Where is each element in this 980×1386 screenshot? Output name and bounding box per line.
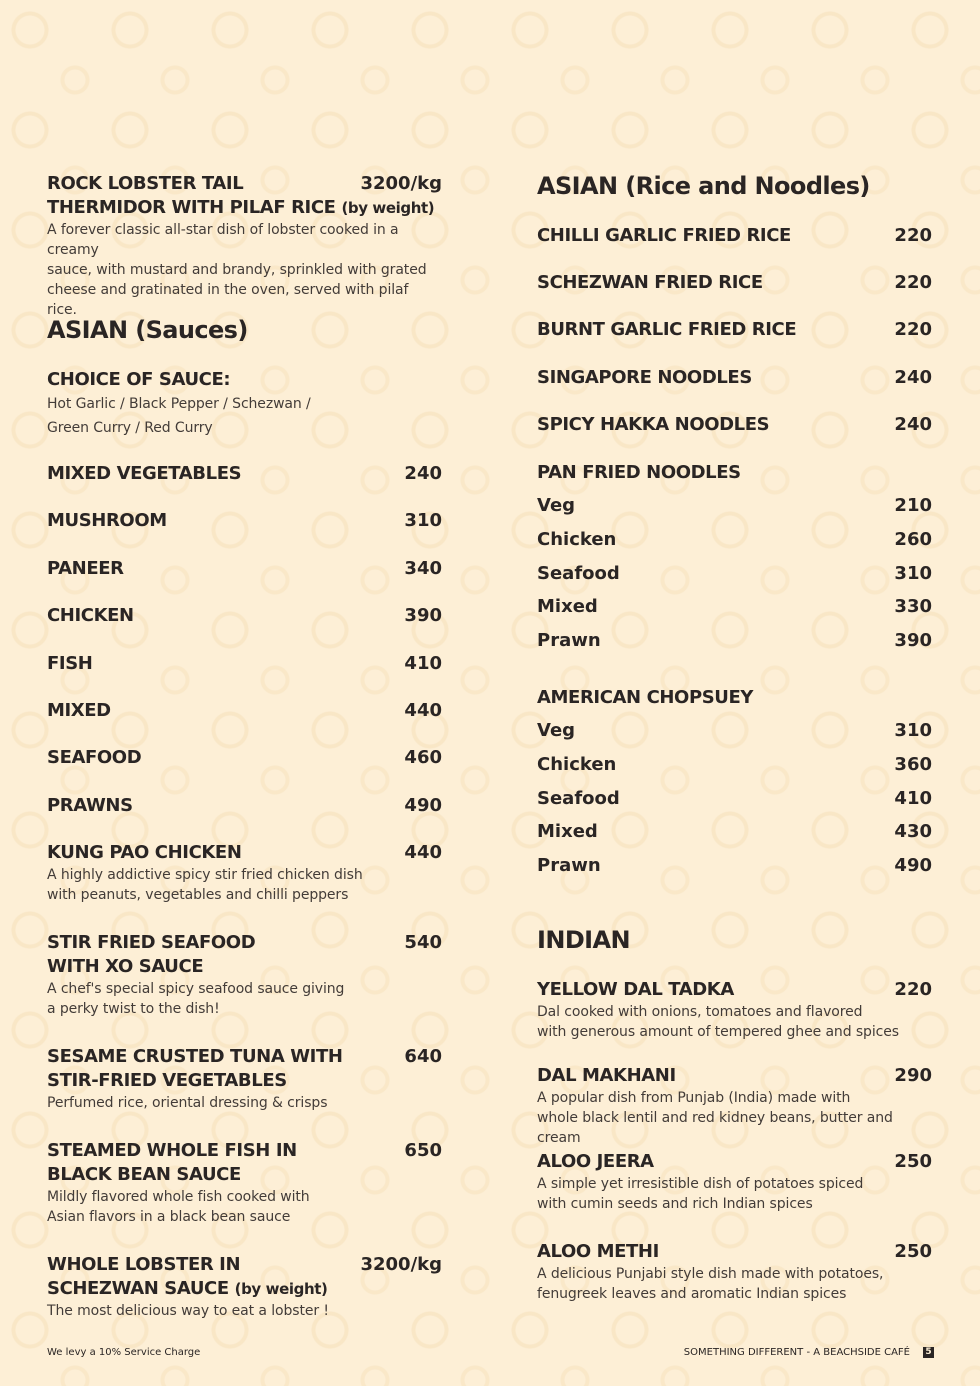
item-price: 640 xyxy=(404,1046,442,1067)
item-price: 220 xyxy=(894,272,932,293)
option-name: Mixed xyxy=(537,821,598,842)
item-description: with peanuts, vegetables and chilli peppers xyxy=(47,887,349,903)
item-name: MUSHROOM xyxy=(47,510,167,531)
item-price: 460 xyxy=(404,747,442,768)
section-title-asian-rice-noodles: ASIAN (Rice and Noodles) xyxy=(537,172,870,200)
option-name: Prawn xyxy=(537,630,601,651)
menu-item xyxy=(47,652,442,676)
menu-option xyxy=(537,854,932,878)
item-name-line2: SCHEZWAN SAUCE (by weight) xyxy=(47,1278,328,1299)
item-name: ALOO JEERA xyxy=(537,1151,654,1172)
item-name: FISH xyxy=(47,653,93,674)
item-description: A delicious Punjabi style dish made with potatoes, xyxy=(537,1266,884,1282)
item-price: 390 xyxy=(404,605,442,626)
item-name-line2: WITH XO SAUCE xyxy=(47,956,204,977)
item-price: 220 xyxy=(894,225,932,246)
weight-note: (by weight) xyxy=(234,1280,328,1298)
option-name: Prawn xyxy=(537,855,601,876)
option-price: 310 xyxy=(894,720,932,741)
choice-options: Green Curry / Red Curry xyxy=(47,420,213,436)
item-name-line2: BLACK BEAN SAUCE xyxy=(47,1164,241,1185)
item-description: A simple yet irresistible dish of potatoes spiced xyxy=(537,1176,864,1192)
item-name: CHILLI GARLIC FRIED RICE xyxy=(537,225,791,246)
menu-item xyxy=(47,794,442,818)
item-price: 220 xyxy=(894,319,932,340)
item-name: SINGAPORE NOODLES xyxy=(537,367,752,388)
menu-item-aloo-jeera xyxy=(537,1150,932,1214)
menu-item-dal-makhani xyxy=(537,1064,932,1148)
item-description: A popular dish from Punjab (India) made with xyxy=(537,1090,851,1106)
option-name: Seafood xyxy=(537,563,620,584)
menu-item xyxy=(47,746,442,770)
item-name: MIXED xyxy=(47,700,111,721)
item-name-line2: THERMIDOR WITH PILAF RICE (by weight) xyxy=(47,197,435,218)
item-price: 310 xyxy=(404,510,442,531)
item-name: PRAWNS xyxy=(47,795,133,816)
item-name: SESAME CRUSTED TUNA WITH xyxy=(47,1046,343,1067)
item-description: A chef's special spicy seafood sauce giving xyxy=(47,981,345,997)
menu-option xyxy=(537,820,932,844)
item-description: Mildly flavored whole fish cooked with xyxy=(47,1189,310,1205)
item-name: CHICKEN xyxy=(47,605,134,626)
menu-item-kung-pao-chicken xyxy=(47,841,442,905)
menu-item xyxy=(47,509,442,533)
item-price: 650 xyxy=(404,1140,442,1161)
service-charge-note: We levy a 10% Service Charge xyxy=(47,1347,201,1358)
item-description: A forever classic all-star dish of lobster cooked in a creamy xyxy=(47,222,399,258)
item-name: SEAFOOD xyxy=(47,747,142,768)
option-price: 260 xyxy=(894,529,932,550)
item-description: cheese and gratinated in the oven, served with pilaf rice. xyxy=(47,282,409,318)
item-price: 410 xyxy=(404,653,442,674)
choice-options: Hot Garlic / Black Pepper / Schezwan / xyxy=(47,396,311,412)
menu-option xyxy=(537,719,932,743)
menu-item-aloo-methi xyxy=(537,1240,932,1304)
item-description: with generous amount of tempered ghee and spices xyxy=(537,1024,899,1040)
menu-item xyxy=(537,413,932,437)
option-name: Veg xyxy=(537,720,576,741)
item-name: MIXED VEGETABLES xyxy=(47,463,242,484)
item-description: fenugreek leaves and aromatic Indian spices xyxy=(537,1286,847,1302)
footer-tagline: SOMETHING DIFFERENT - A BEACHSIDE CAFÉ xyxy=(683,1347,910,1358)
menu-group-pan-fried-noodles xyxy=(537,461,932,485)
item-name: STIR FRIED SEAFOOD xyxy=(47,932,256,953)
option-name: Veg xyxy=(537,495,576,516)
option-name: Mixed xyxy=(537,596,598,617)
item-price: 220 xyxy=(894,979,932,1000)
option-price: 390 xyxy=(894,630,932,651)
item-price: 3200/kg xyxy=(360,1254,442,1275)
item-price: 440 xyxy=(404,842,442,863)
item-description: Dal cooked with onions, tomatoes and flavored xyxy=(537,1004,863,1020)
item-price: 290 xyxy=(894,1065,932,1086)
item-name: ROCK LOBSTER TAIL xyxy=(47,173,244,194)
item-description: with cumin seeds and rich Indian spices xyxy=(537,1196,813,1212)
item-name-line2: STIR-FRIED VEGETABLES xyxy=(47,1070,287,1091)
item-price: 440 xyxy=(404,700,442,721)
item-description: The most delicious way to eat a lobster ! xyxy=(47,1303,329,1319)
option-price: 330 xyxy=(894,596,932,617)
item-price: 250 xyxy=(894,1151,932,1172)
item-name: WHOLE LOBSTER IN xyxy=(47,1254,241,1275)
item-name: YELLOW DAL TADKA xyxy=(537,979,734,1000)
option-price: 490 xyxy=(894,855,932,876)
menu-item-yellow-dal-tadka xyxy=(537,978,932,1042)
item-name: ALOO METHI xyxy=(537,1241,659,1262)
item-price: 3200/kg xyxy=(360,173,442,194)
item-name: SCHEZWAN FRIED RICE xyxy=(537,272,763,293)
option-name: Chicken xyxy=(537,754,617,775)
item-price: 240 xyxy=(894,367,932,388)
weight-note: (by weight) xyxy=(341,199,435,217)
item-name: DAL MAKHANI xyxy=(537,1065,676,1086)
page-number: 5 xyxy=(923,1347,934,1358)
menu-item-steamed-fish xyxy=(47,1139,442,1227)
item-description: Perfumed rice, oriental dressing & crisps xyxy=(47,1095,328,1111)
item-price: 340 xyxy=(404,558,442,579)
item-name: BURNT GARLIC FRIED RICE xyxy=(537,319,797,340)
menu-item-stir-fried-seafood xyxy=(47,931,442,1019)
menu-option xyxy=(537,787,932,811)
menu-option xyxy=(537,562,932,586)
menu-item-whole-lobster xyxy=(47,1253,442,1321)
item-description: sauce, with mustard and brandy, sprinkled with grated xyxy=(47,262,427,278)
section-title-indian: INDIAN xyxy=(537,926,630,954)
item-description: a perky twist to the dish! xyxy=(47,1001,220,1017)
menu-option xyxy=(537,595,932,619)
item-name: SPICY HAKKA NOODLES xyxy=(537,414,770,435)
item-price: 490 xyxy=(404,795,442,816)
choice-title: CHOICE OF SAUCE: xyxy=(47,369,231,390)
item-price: 240 xyxy=(894,414,932,435)
option-name: Seafood xyxy=(537,788,620,809)
sauce-choice xyxy=(47,368,442,440)
option-price: 210 xyxy=(894,495,932,516)
menu-item-sesame-tuna xyxy=(47,1045,442,1113)
group-title: PAN FRIED NOODLES xyxy=(537,462,741,483)
option-price: 430 xyxy=(894,821,932,842)
menu-item xyxy=(537,366,932,390)
menu-option xyxy=(537,753,932,777)
menu-item xyxy=(537,271,932,295)
item-name: STEAMED WHOLE FISH IN xyxy=(47,1140,297,1161)
menu-item-rock-lobster-tail xyxy=(47,172,442,320)
option-price: 410 xyxy=(894,788,932,809)
item-description: whole black lentil and red kidney beans, butter and cream xyxy=(537,1110,893,1146)
option-price: 360 xyxy=(894,754,932,775)
section-title-asian-sauces: ASIAN (Sauces) xyxy=(47,316,248,344)
menu-option xyxy=(537,528,932,552)
menu-item xyxy=(47,699,442,723)
option-price: 310 xyxy=(894,563,932,584)
option-name: Chicken xyxy=(537,529,617,550)
menu-option xyxy=(537,629,932,653)
item-price: 540 xyxy=(404,932,442,953)
menu-item xyxy=(47,462,442,486)
item-name: KUNG PAO CHICKEN xyxy=(47,842,242,863)
menu-item xyxy=(47,557,442,581)
menu-item xyxy=(537,224,932,248)
menu-group-american-chopsuey xyxy=(537,686,932,710)
menu-option xyxy=(537,494,932,518)
item-price: 250 xyxy=(894,1241,932,1262)
menu-item xyxy=(537,318,932,342)
item-description: Asian flavors in a black bean sauce xyxy=(47,1209,291,1225)
item-name: PANEER xyxy=(47,558,124,579)
item-price: 240 xyxy=(404,463,442,484)
menu-item xyxy=(47,604,442,628)
group-title: AMERICAN CHOPSUEY xyxy=(537,687,754,708)
item-description: A highly addictive spicy stir fried chicken dish xyxy=(47,867,363,883)
